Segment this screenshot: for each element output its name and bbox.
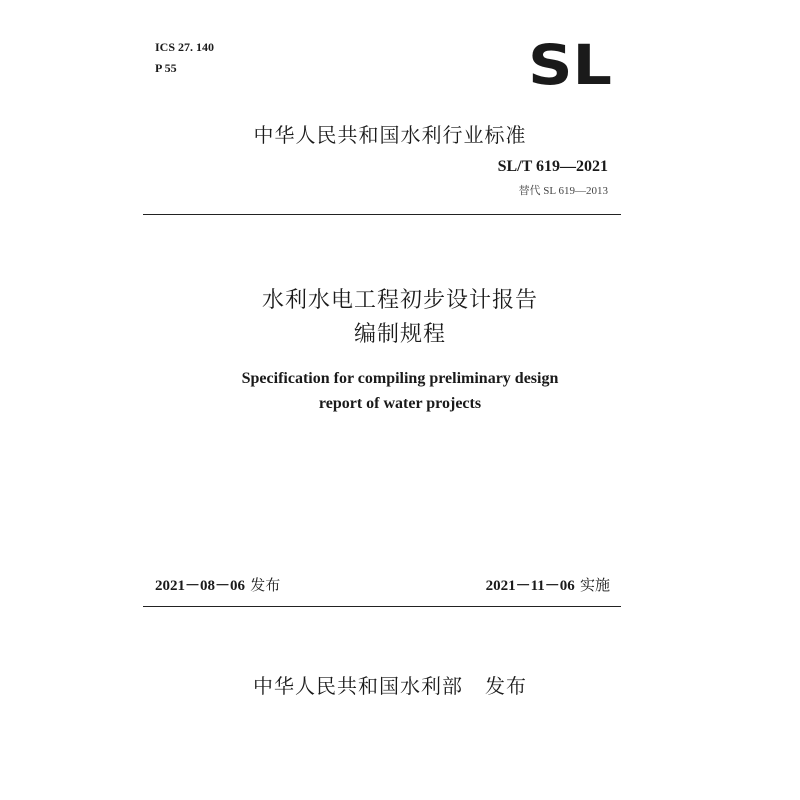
title-chinese-line-2: 编制规程 bbox=[353, 322, 446, 347]
publisher-name: 中华人民共和国水利部 bbox=[253, 674, 463, 698]
sl-logo bbox=[528, 38, 614, 90]
implementation-date-label: 实施 bbox=[579, 576, 610, 594]
issue-date-label: 发布 bbox=[250, 576, 281, 594]
bottom-divider bbox=[143, 606, 621, 607]
issue-date-value: 2021－08－06 bbox=[155, 578, 246, 594]
standard-organization-title: 中华人民共和国水利行业标准 bbox=[253, 123, 527, 147]
title-english-line-1: Specification for compiling preliminary design bbox=[241, 370, 559, 387]
title-chinese bbox=[0, 284, 800, 352]
sl-logo-graphic bbox=[528, 38, 614, 90]
publisher-action: 发布 bbox=[485, 674, 527, 698]
classification-code: P 55 bbox=[155, 61, 177, 75]
top-divider bbox=[143, 214, 621, 215]
title-english-line-2: report of water projects bbox=[318, 395, 482, 412]
title-english bbox=[0, 366, 800, 416]
ics-code: ICS 27. 140 bbox=[155, 40, 215, 54]
implementation-date-value: 2021－11－06 bbox=[485, 578, 575, 594]
title-chinese-line-1: 水利水电工程初步设计报告 bbox=[261, 288, 538, 313]
issue-date bbox=[155, 575, 280, 596]
implementation-date bbox=[486, 575, 610, 596]
sl-logo-text: SL bbox=[528, 38, 612, 90]
replaces-standard: 替代 SL 619—2013 bbox=[518, 185, 608, 197]
standard-number: SL/T 619—2021 bbox=[497, 158, 608, 175]
publisher bbox=[0, 673, 800, 699]
